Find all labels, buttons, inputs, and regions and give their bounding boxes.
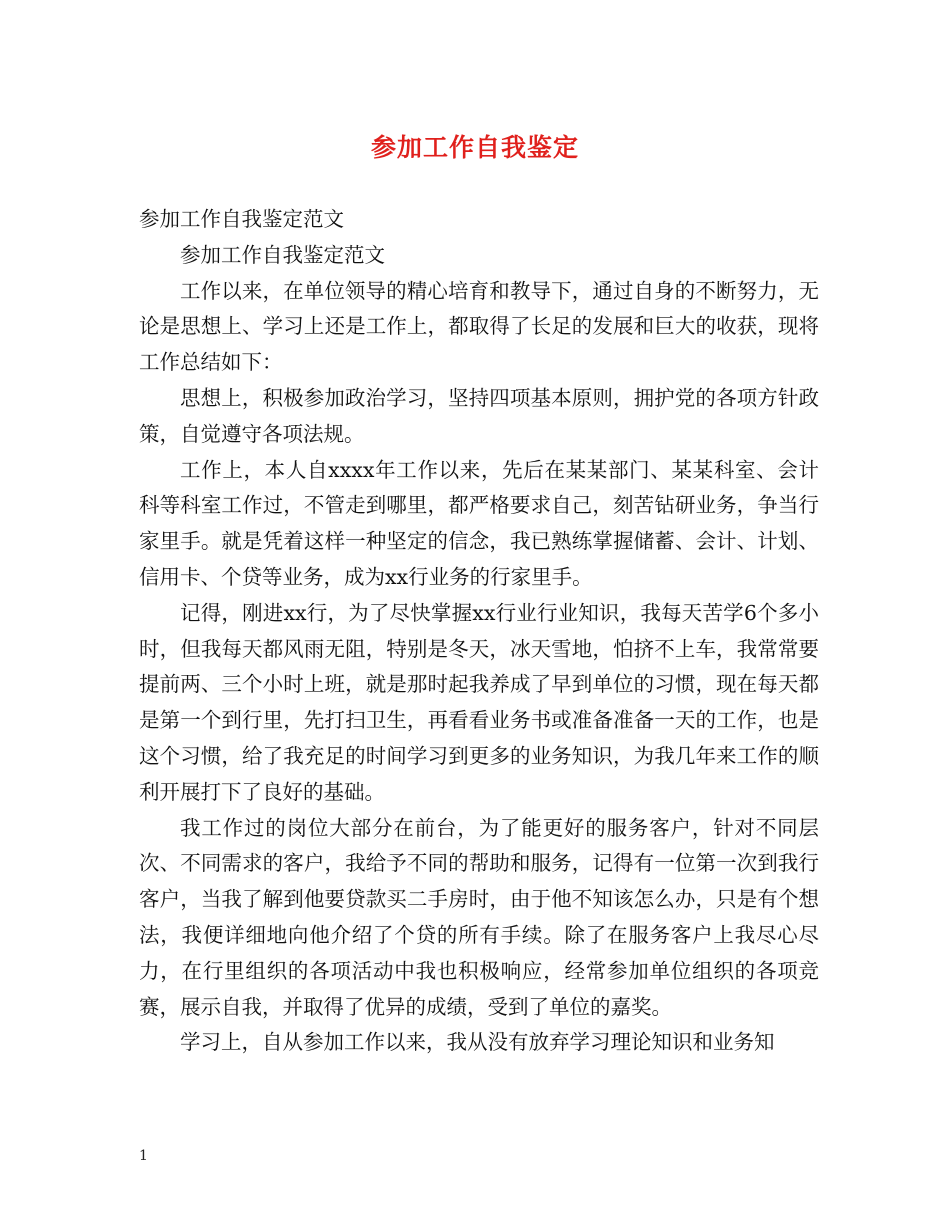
paragraph-subheading: 参加工作自我鉴定范文 (180, 242, 385, 267)
paragraph-memory: 记得，刚进xx行，为了尽快掌握xx行业行业知识，我每天苦学6个多小时，但我每天都风雨无阻，特别是冬天，冰天雪地，怕挤不上车，我常常要提前两、三个小时上班，就是那时起我养成了早到单位的习惯，现在每天都是第一个到行里，先打扫卫生，再看看业务书或准备准备一天的工作，也是这个习惯，给了我充足的时间学习到更多的业务知识，为我几年来工作的顺利开展打下了良好的基础。 (139, 600, 819, 804)
paragraph-service: 我工作过的岗位大部分在前台，为了能更好的服务客户，针对不同层次、不同需求的客户，我给予不同的帮助和服务，记得有一位第一次到我行客户，当我了解到他要贷款买二手房时，由于他不知该怎么办，只是有个想法，我便详细地向他介绍了个贷的所有手续。除了在服务客户上我尽心尽力，在行里组织的各项活动中我也积极响应，经常参加单位组织的各项竞赛，展示自我，并取得了优异的成绩，受到了单位的嘉奖。 (139, 815, 819, 1019)
paragraph-study: 学习上，自从参加工作以来，我从没有放弃学习理论知识和业务知 (180, 1030, 775, 1055)
paragraph-heading: 参加工作自我鉴定范文 (139, 207, 344, 231)
paragraph-intro: 工作以来，在单位领导的精心培育和教导下，通过自身的不断努力，无论是思想上、学习上还是工作上，都取得了长足的发展和巨大的收获，现将工作总结如下： (139, 278, 819, 375)
document-title: 参加工作自我鉴定 (370, 133, 579, 162)
document-body (139, 202, 819, 1061)
page-number: 1 (139, 1148, 148, 1164)
paragraph-work: 工作上，本人自xxxx年工作以来，先后在某某部门、某某科室、会计科等科室工作过，不管走到哪里，都严格要求自己，刻苦钻研业务，争当行家里手。就是凭着这样一种坚定的信念，我已熟练掌握储蓄、会计、计划、信用卡、个贷等业务，成为xx行业务的行家里手。 (139, 457, 819, 589)
paragraph-thought: 思想上，积极参加政治学习，坚持四项基本原则，拥护党的各项方针政策，自觉遵守各项法规。 (139, 385, 819, 446)
